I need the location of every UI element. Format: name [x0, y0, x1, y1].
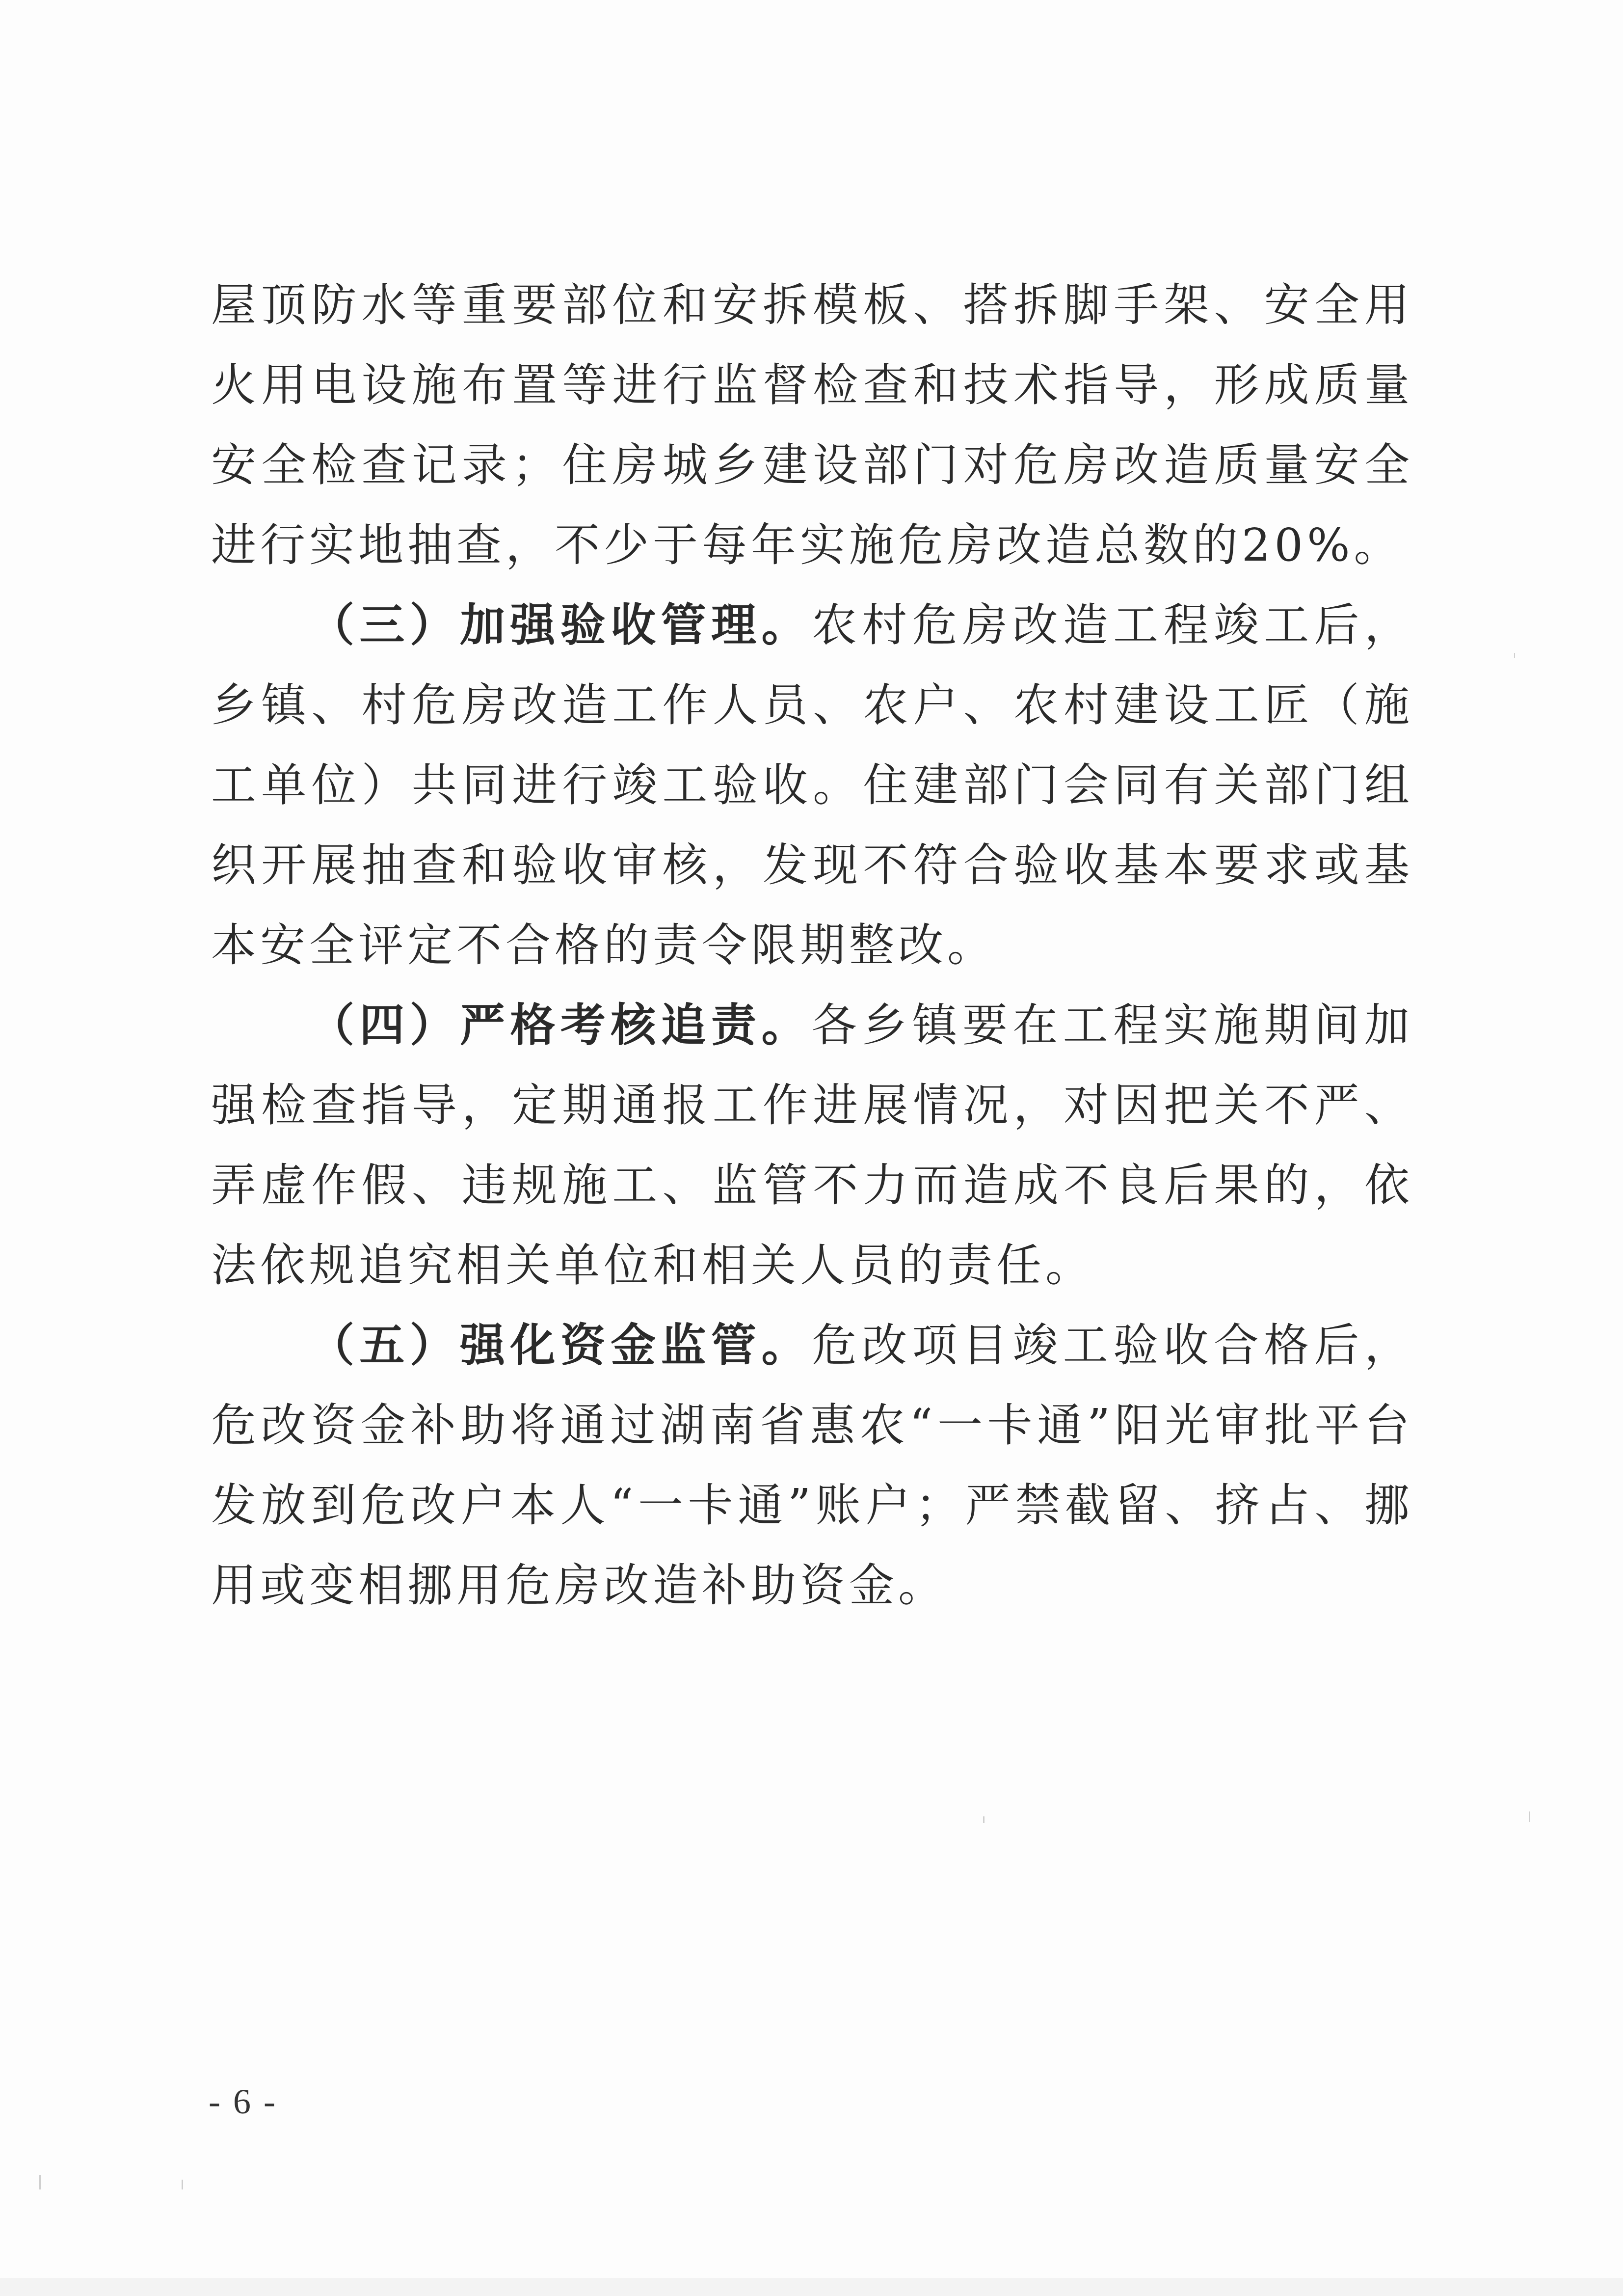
paragraph-heading: （三）加强验收管理。	[309, 598, 812, 651]
scan-speck	[39, 2175, 41, 2189]
scan-speck	[1529, 1811, 1530, 1822]
scan-speck	[1514, 653, 1515, 658]
paragraph-text: 屋顶防水等重要部位和安拆模板、搭拆脚手架、安全用火用电设施布置等进行监督检查和技术指导，形成质量安全检查记录；住房城乡建设部门对危房改造质量安全进行实地抽查，不少于每年实施危房改造总数的20%。	[211, 279, 1413, 571]
scan-speck	[182, 2180, 183, 2189]
paragraph-text: 各乡镇要在工程实施期间加强检查指导，定期通报工作进展情况，对因把关不严、弄虚作假、违规施工、监管不力而造成不良后果的，依法依规追究相关单位和相关人员的责任。	[211, 999, 1413, 1292]
scan-speck	[983, 1816, 984, 1823]
paragraph-text: 危改项目竣工验收合格后，危改资金补助将通过湖南省惠农“一卡通”阳光审批平台发放到危改户本人“一卡通”账户；严禁截留、挤占、挪用或变相挪用危房改造补助资金。	[211, 1319, 1413, 1612]
paragraph-text: 农村危房改造工程竣工后，乡镇、村危房改造工作人员、农户、农村建设工匠（施工单位）共同进行竣工验收。住建部门会同有关部门组织开展抽查和验收审核，发现不符合验收基本要求或基本安全评定不合格的责令限期整改。	[211, 599, 1413, 972]
paragraph-heading: （四）严格考核追责。	[309, 999, 812, 1052]
page-number: - 6 -	[209, 2082, 277, 2121]
paragraph-acceptance-management	[211, 585, 1413, 985]
paragraph-continuation	[211, 265, 1413, 585]
body-text	[211, 265, 1413, 1625]
paragraph-fund-supervision	[211, 1305, 1413, 1625]
paragraph-heading: （五）强化资金监管。	[309, 1319, 812, 1372]
paragraph-accountability	[211, 985, 1413, 1305]
scan-bottom-edge	[0, 2278, 1623, 2296]
